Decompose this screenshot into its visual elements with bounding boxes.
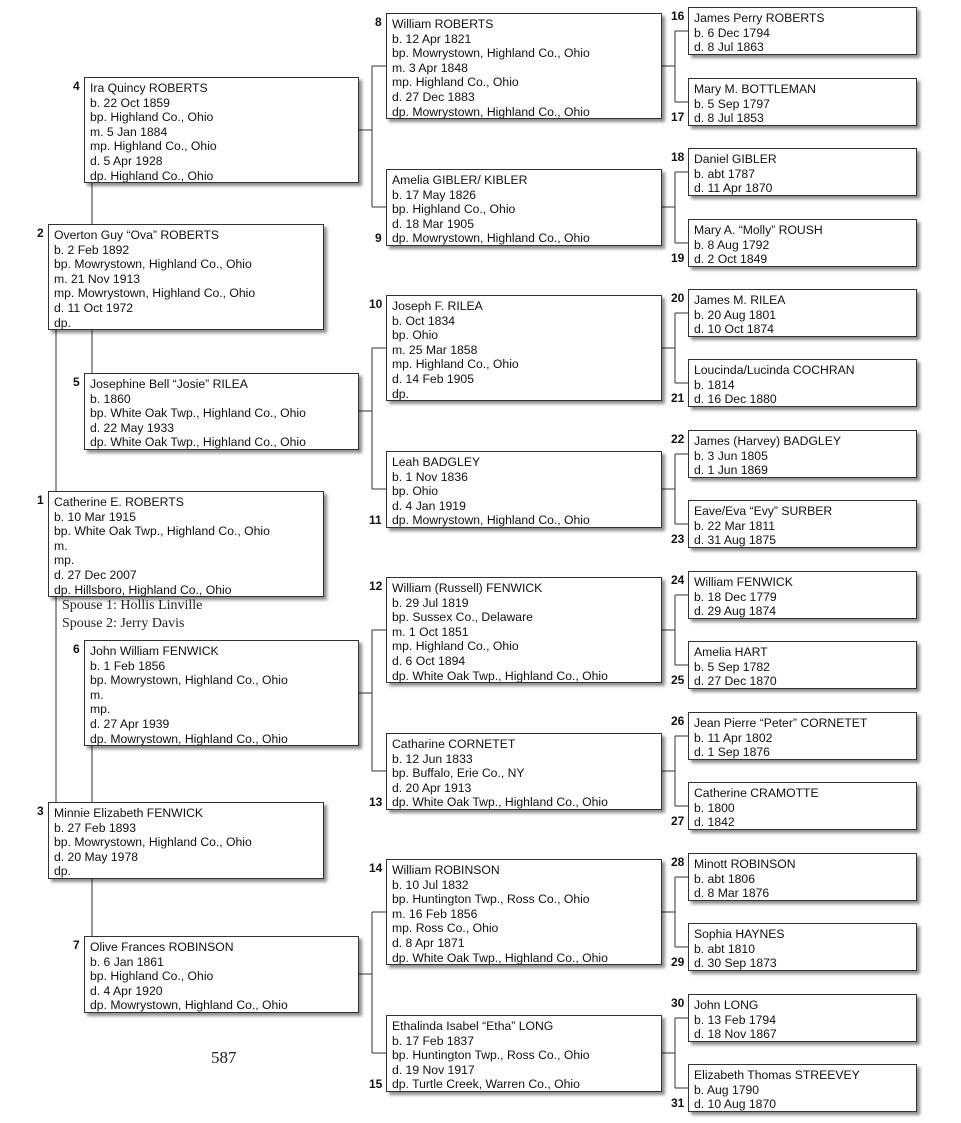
birth-date: b. 1860: [90, 391, 131, 406]
death-place: dp. Turtle Creek, Warren Co., Ohio: [392, 1077, 580, 1092]
birth-date: b. abt 1787: [694, 166, 755, 181]
death-place: dp. Mowrystown, Highland Co., Ohio: [90, 998, 288, 1013]
person-number-15: 15: [369, 1077, 383, 1091]
person-box-26: [688, 712, 917, 760]
birth-date: b. 6 Jan 1861: [90, 954, 164, 969]
person-box-14: [386, 859, 662, 965]
death-date: d. 29 Aug 1874: [694, 604, 777, 619]
person-box-2: [48, 224, 324, 330]
birth-date: b. 11 Apr 1802: [694, 730, 773, 745]
death-date: d. 31 Aug 1875: [694, 533, 777, 548]
name: William ROBERTS: [392, 17, 494, 31]
person-number-22: 22: [671, 432, 685, 446]
person-box-13: [386, 733, 662, 810]
birth-place: bp. Highland Co., Ohio: [392, 202, 516, 217]
birth-date: b. 18 Dec 1779: [694, 589, 777, 604]
death-date: d. 18 Nov 1867: [694, 1027, 777, 1042]
name: Olive Frances ROBINSON: [90, 940, 234, 954]
birth-place: bp. Huntington Twp., Ross Co., Ohio: [392, 892, 590, 907]
death-place: dp. Highland Co., Ohio: [90, 168, 214, 183]
death-place: dp. White Oak Twp., Highland Co., Ohio: [392, 795, 608, 810]
death-date: d. 8 Jul 1863: [694, 40, 764, 55]
person-number-6: 6: [73, 642, 80, 656]
birth-date: b. 22 Mar 1811: [694, 518, 776, 533]
person-number-9: 9: [375, 231, 382, 245]
birth-date: b. 8 Aug 1792: [694, 237, 770, 252]
person-number-16: 16: [671, 9, 685, 23]
death-date: d. 19 Nov 1917: [392, 1062, 475, 1077]
person-box-28: [688, 853, 917, 901]
death-date: d. 1 Jun 1869: [694, 463, 768, 478]
person-box-20: [688, 289, 917, 337]
person-box-3: [48, 802, 324, 879]
birth-date: b. 2 Feb 1892: [54, 242, 130, 257]
death-place: dp. White Oak Twp., Highland Co., Ohio: [392, 668, 608, 683]
death-date: d. 20 Apr 1913: [392, 780, 472, 795]
person-box-8: [386, 13, 662, 119]
marriage-place: mp. Highland Co., Ohio: [392, 357, 519, 372]
name: Minott ROBINSON: [694, 857, 796, 871]
birth-date: b. 1 Nov 1836: [392, 469, 468, 484]
birth-date: b. 10 Mar 1915: [54, 509, 136, 524]
birth-place: bp. Huntington Twp., Ross Co., Ohio: [392, 1048, 590, 1063]
marriage-place: mp.: [90, 702, 111, 717]
marriage-place: mp.: [54, 553, 75, 568]
name: Minnie Elizabeth FENWICK: [54, 806, 204, 820]
person-box-7: [84, 936, 359, 1013]
name: James Perry ROBERTS: [694, 11, 825, 25]
birth-date: b. 29 Jul 1819: [392, 595, 469, 610]
person-box-27: [688, 782, 917, 830]
person-box-6: [84, 640, 359, 746]
death-date: d. 6 Oct 1894: [392, 653, 466, 668]
marriage-date: m. 1 Oct 1851: [392, 624, 469, 639]
name: Daniel GIBLER: [694, 152, 777, 166]
birth-date: b. 10 Jul 1832: [392, 877, 469, 892]
birth-date: b. 17 Feb 1837: [392, 1033, 474, 1048]
name: Joseph F. RILEA: [392, 299, 483, 313]
birth-date: b. 12 Apr 1821: [392, 31, 472, 46]
person-number-1: 1: [37, 493, 44, 507]
person-box-17: [688, 78, 917, 126]
person-box-12: [386, 577, 662, 683]
person-box-9: [386, 169, 662, 246]
person-number-3: 3: [37, 804, 44, 818]
name: Mary A. “Molly” ROUSH: [694, 223, 823, 237]
person-number-7: 7: [73, 938, 80, 952]
name: William (Russell) FENWICK: [392, 581, 543, 595]
marriage-date: m. 25 Mar 1858: [392, 342, 478, 357]
person-number-13: 13: [369, 795, 383, 809]
person-box-23: [688, 500, 917, 548]
person-box-19: [688, 219, 917, 267]
name: Ethalinda Isabel “Etha” LONG: [392, 1019, 554, 1033]
name: James (Harvey) BADGLEY: [694, 434, 841, 448]
name: Jean Pierre “Peter” CORNETET: [694, 716, 868, 730]
birth-date: b. 13 Feb 1794: [694, 1012, 776, 1027]
birth-date: b. abt 1810: [694, 941, 755, 956]
birth-date: b. 20 Aug 1801: [694, 307, 777, 322]
person-box-31: [688, 1064, 917, 1112]
name: Leah BADGLEY: [392, 455, 481, 469]
person-number-21: 21: [671, 391, 685, 405]
name: Overton Guy “Ova” ROBERTS: [54, 228, 220, 242]
name: John William FENWICK: [90, 644, 219, 658]
death-date: d. 4 Apr 1920: [90, 983, 163, 998]
marriage-date: m.: [90, 687, 104, 702]
name: Catherine CRAMOTTE: [694, 786, 819, 800]
death-date: d. 27 Apr 1939: [90, 716, 170, 731]
death-place: dp.: [54, 315, 71, 330]
person-number-17: 17: [671, 110, 685, 124]
person-number-30: 30: [671, 996, 685, 1010]
birth-place: bp. White Oak Twp., Highland Co., Ohio: [90, 406, 306, 421]
death-date: d. 30 Sep 1873: [694, 956, 777, 971]
death-place: dp. Hillsboro, Highland Co., Ohio: [54, 582, 232, 597]
death-date: d. 10 Aug 1870: [694, 1097, 777, 1112]
birth-date: b. 1 Feb 1856: [90, 658, 166, 673]
death-date: d. 4 Jan 1919: [392, 498, 466, 513]
person-box-16: [688, 7, 917, 55]
person-number-19: 19: [671, 251, 685, 265]
page-number: 587: [211, 1048, 237, 1067]
person-number-23: 23: [671, 532, 685, 546]
birth-place: bp. Sussex Co., Delaware: [392, 610, 533, 625]
spouse-1: Spouse 1: Hollis Linville: [62, 598, 203, 613]
person-number-27: 27: [671, 814, 685, 828]
name: Ira Quincy ROBERTS: [90, 81, 208, 95]
birth-date: b. 5 Sep 1797: [694, 96, 770, 111]
birth-date: b. 17 May 1826: [392, 187, 477, 202]
person-number-12: 12: [369, 579, 383, 593]
person-box-15: [386, 1015, 662, 1092]
name: Loucinda/Lucinda COCHRAN: [694, 363, 855, 377]
birth-place: bp. Mowrystown, Highland Co., Ohio: [54, 257, 252, 272]
person-number-18: 18: [671, 150, 685, 164]
person-number-25: 25: [671, 673, 685, 687]
birth-date: b. 1800: [694, 800, 735, 815]
birth-place: bp. Mowrystown, Highland Co., Ohio: [54, 835, 252, 850]
person-number-2: 2: [37, 226, 44, 240]
person-box-11: [386, 451, 662, 528]
person-number-8: 8: [375, 15, 382, 29]
birth-date: b. 6 Dec 1794: [694, 25, 770, 40]
death-date: d. 27 Dec 2007: [54, 567, 137, 582]
person-number-14: 14: [369, 861, 383, 875]
death-place: dp.: [54, 864, 71, 879]
name: Amelia GIBLER/ KIBLER: [392, 173, 528, 187]
death-date: d. 1842: [694, 815, 735, 830]
death-place: dp. White Oak Twp., Highland Co., Ohio: [90, 435, 306, 450]
person-box-5: [84, 373, 359, 450]
marriage-place: mp. Mowrystown, Highland Co., Ohio: [54, 286, 256, 301]
person-number-20: 20: [671, 291, 685, 305]
birth-date: b. Aug 1790: [694, 1082, 760, 1097]
name: Catharine CORNETET: [392, 737, 516, 751]
birth-place: bp. Mowrystown, Highland Co., Ohio: [90, 673, 288, 688]
birth-place: bp. Highland Co., Ohio: [90, 110, 214, 125]
death-place: dp. Mowrystown, Highland Co., Ohio: [392, 513, 590, 528]
person-number-31: 31: [671, 1096, 685, 1110]
birth-date: b. 5 Sep 1782: [694, 659, 770, 674]
death-date: d. 11 Apr 1870: [694, 181, 773, 196]
death-date: d. 11 Oct 1972: [54, 300, 134, 315]
birth-place: bp. Mowrystown, Highland Co., Ohio: [392, 46, 590, 61]
name: James M. RILEA: [694, 293, 786, 307]
death-place: dp. Mowrystown, Highland Co., Ohio: [392, 104, 590, 119]
death-place: dp. White Oak Twp., Highland Co., Ohio: [392, 950, 608, 965]
death-date: d. 20 May 1978: [54, 849, 139, 864]
birth-date: b. 12 Jun 1833: [392, 751, 473, 766]
birth-place: bp. Ohio: [392, 484, 439, 499]
death-date: d. 18 Mar 1905: [392, 216, 474, 231]
person-box-18: [688, 148, 917, 196]
person-number-28: 28: [671, 855, 685, 869]
death-date: d. 27 Dec 1883: [392, 89, 475, 104]
death-date: d. 5 Apr 1928: [90, 153, 163, 168]
death-date: d. 8 Apr 1871: [392, 935, 465, 950]
person-number-29: 29: [671, 955, 685, 969]
person-number-26: 26: [671, 714, 685, 728]
marriage-place: mp. Highland Co., Ohio: [90, 139, 217, 154]
person-box-29: [688, 923, 917, 971]
marriage-date: m. 21 Nov 1913: [54, 271, 141, 286]
death-date: d. 22 May 1933: [90, 420, 175, 435]
name: William FENWICK: [694, 575, 793, 589]
birth-date: b. 3 Jun 1805: [694, 448, 768, 463]
person-box-30: [688, 994, 917, 1042]
death-date: d. 1 Sep 1876: [694, 745, 770, 760]
marriage-date: m. 3 Apr 1848: [392, 60, 468, 75]
person-box-10: [386, 295, 662, 401]
death-date: d. 8 Mar 1876: [694, 886, 770, 901]
name: Eave/Eva “Evy” SURBER: [694, 504, 833, 518]
birth-place: bp. Ohio: [392, 328, 439, 343]
death-date: d. 2 Oct 1849: [694, 252, 768, 267]
marriage-place: mp. Highland Co., Ohio: [392, 75, 519, 90]
name: Amelia HART: [694, 645, 768, 659]
birth-date: b. 22 Oct 1859: [90, 95, 170, 110]
person-number-11: 11: [369, 513, 382, 527]
person-number-24: 24: [671, 573, 685, 587]
birth-place: bp. White Oak Twp., Highland Co., Ohio: [54, 524, 270, 539]
birth-date: b. 27 Feb 1893: [54, 820, 136, 835]
death-date: d. 14 Feb 1905: [392, 371, 474, 386]
name: John LONG: [694, 998, 759, 1012]
marriage-place: mp. Ross Co., Ohio: [392, 921, 499, 936]
person-box-25: [688, 641, 917, 689]
birth-place: bp. Buffalo, Erie Co., NY: [392, 766, 525, 781]
spouse-2: Spouse 2: Jerry Davis: [62, 616, 185, 631]
person-box-21: [688, 359, 917, 407]
marriage-date: m.: [54, 538, 68, 553]
birth-date: b. Oct 1834: [392, 313, 456, 328]
birth-date: b. 1814: [694, 377, 735, 392]
marriage-date: m. 16 Feb 1856: [392, 906, 478, 921]
death-date: d. 10 Oct 1874: [694, 322, 774, 337]
death-place: dp.: [392, 386, 409, 401]
person-box-4: [84, 77, 359, 183]
death-place: dp. Mowrystown, Highland Co., Ohio: [90, 731, 288, 746]
name: Elizabeth Thomas STREEVEY: [694, 1068, 860, 1082]
death-place: dp. Mowrystown, Highland Co., Ohio: [392, 231, 590, 246]
person-box-1: [48, 491, 324, 597]
marriage-place: mp. Highland Co., Ohio: [392, 639, 519, 654]
death-date: d. 8 Jul 1853: [694, 111, 764, 126]
person-number-4: 4: [73, 79, 80, 93]
birth-date: b. abt 1806: [694, 871, 755, 886]
death-date: d. 27 Dec 1870: [694, 674, 777, 689]
name: Mary M. BOTTLEMAN: [694, 82, 816, 96]
person-number-10: 10: [369, 297, 383, 311]
death-date: d. 16 Dec 1880: [694, 392, 777, 407]
name: Catherine E. ROBERTS: [54, 495, 184, 509]
name: William ROBINSON: [392, 863, 500, 877]
marriage-date: m. 5 Jan 1884: [90, 124, 168, 139]
person-box-22: [688, 430, 917, 478]
name: Sophia HAYNES: [694, 927, 785, 941]
person-number-5: 5: [73, 375, 80, 389]
birth-place: bp. Highland Co., Ohio: [90, 969, 214, 984]
person-box-24: [688, 571, 917, 619]
name: Josephine Bell “Josie” RILEA: [90, 377, 248, 391]
